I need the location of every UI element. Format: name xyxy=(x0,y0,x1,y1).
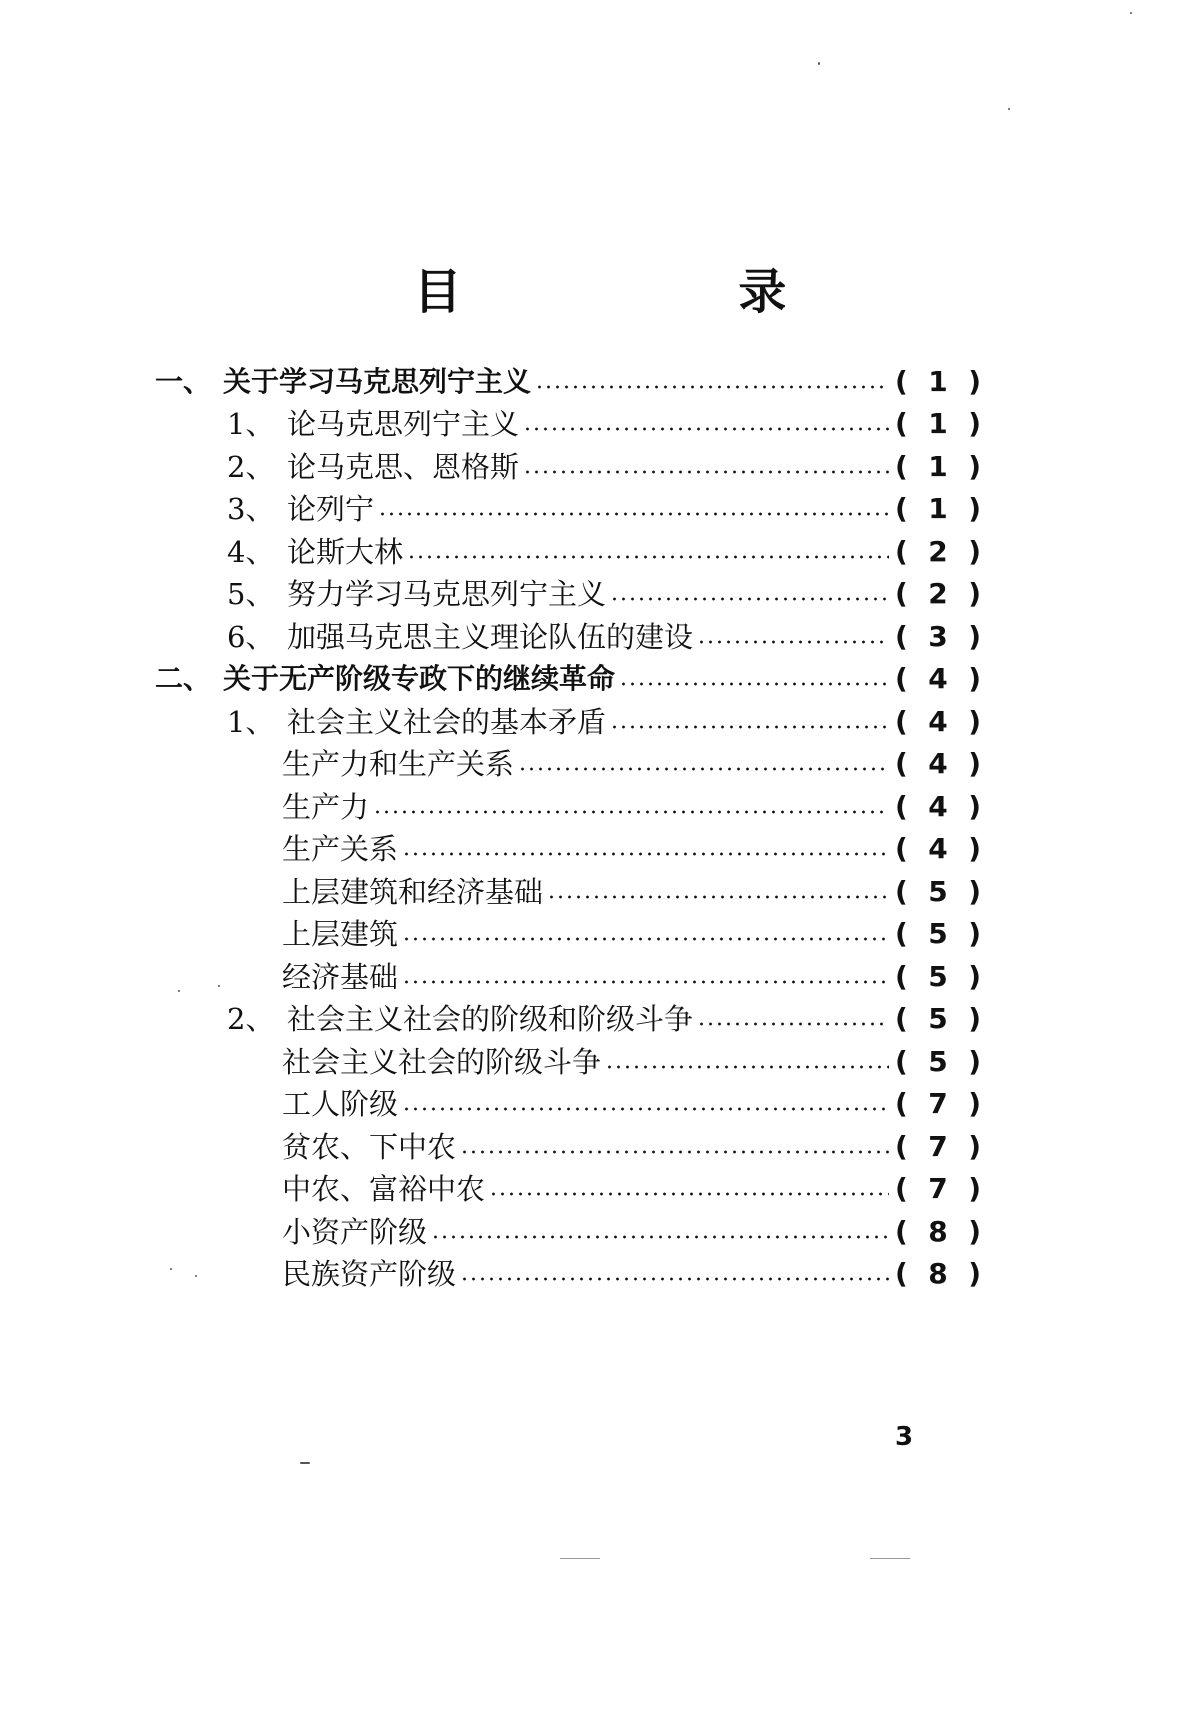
dot-leader xyxy=(402,980,889,984)
toc-entry[interactable] xyxy=(227,530,981,574)
toc-entry-page: 2 xyxy=(928,577,948,610)
dot-leader xyxy=(402,1107,889,1111)
page-title: 目 录 xyxy=(413,264,917,320)
toc-subentry[interactable] xyxy=(282,785,981,829)
toc-entry-page-ref: ( 8 ) xyxy=(895,1210,981,1254)
toc-entry-page: 8 xyxy=(928,1257,948,1290)
toc-entry-number: 6、 xyxy=(227,620,275,654)
toc-entry-page: 7 xyxy=(928,1087,948,1120)
toc-entry-label: 论列宁 xyxy=(287,492,375,526)
toc-entry-page-ref: ( 1 ) xyxy=(895,445,981,489)
toc-entry-page: 5 xyxy=(928,1002,948,1035)
toc-entry-label: 生产关系 xyxy=(282,832,399,866)
toc-entry[interactable] xyxy=(227,487,981,531)
toc-entry-label: 关于无产阶级专政下的继续革命 xyxy=(223,662,616,695)
toc-entry-number: 一、 xyxy=(155,365,212,398)
toc-entry-label: 论马克思列宁主义 xyxy=(287,407,520,441)
toc-entry-page-ref: ( 4 ) xyxy=(895,785,981,829)
scan-speck xyxy=(560,1558,600,1559)
toc-entry-label: 上层建筑和经济基础 xyxy=(282,875,544,909)
toc-entry-number: 5、 xyxy=(227,577,275,611)
toc-entry-label: 小资产阶级 xyxy=(282,1215,428,1249)
toc-subentry[interactable] xyxy=(282,827,981,871)
dot-leader xyxy=(373,810,889,814)
toc-entry-page: 7 xyxy=(928,1172,948,1205)
toc-entry-number: 3、 xyxy=(227,492,275,526)
toc-entry-label: 中农、富裕中农 xyxy=(282,1172,486,1206)
toc-entry-page-ref: ( 7 ) xyxy=(895,1082,981,1126)
toc-subentry[interactable] xyxy=(282,1252,981,1296)
toc-entry-page-ref: ( 7 ) xyxy=(895,1125,981,1169)
toc-entry-page: 5 xyxy=(928,875,948,908)
toc-entry-number: 4、 xyxy=(227,535,275,569)
toc-entry-label: 上层建筑 xyxy=(282,917,399,951)
toc-entry-label: 社会主义社会的阶级斗争 xyxy=(282,1045,602,1079)
dot-leader xyxy=(547,895,889,899)
scan-speck xyxy=(195,1275,197,1277)
toc-entry-label: 生产力 xyxy=(282,790,370,824)
toc-subentry[interactable] xyxy=(282,912,981,956)
toc-entry-page-ref: ( 5 ) xyxy=(895,870,981,914)
toc-entry-page-ref: ( 5 ) xyxy=(895,912,981,956)
scan-speck xyxy=(300,1462,310,1464)
toc-entry-page: 4 xyxy=(928,705,948,738)
toc-entry-page: 1 xyxy=(928,407,948,440)
dot-leader xyxy=(610,597,889,601)
toc-entry-page: 2 xyxy=(928,535,948,568)
toc-subentry[interactable] xyxy=(282,1040,981,1084)
toc-entry-page: 5 xyxy=(928,960,948,993)
toc-entry-page: 4 xyxy=(928,662,948,695)
toc-entry-label: 社会主义社会的阶级和阶级斗争 xyxy=(287,1002,694,1036)
toc-entry-page: 4 xyxy=(928,747,948,780)
toc-entry-label: 社会主义社会的基本矛盾 xyxy=(287,705,607,739)
toc-entry-number: 2、 xyxy=(227,1002,275,1036)
toc-entry[interactable] xyxy=(227,402,981,446)
toc-entry-page-ref: ( 4 ) xyxy=(895,657,981,701)
toc-entry-section-2[interactable] xyxy=(155,657,981,701)
scan-speck xyxy=(870,1558,910,1559)
toc-subentry[interactable] xyxy=(282,1167,981,1211)
dot-leader xyxy=(378,512,889,516)
toc-entry-page: 1 xyxy=(928,492,948,525)
dot-leader xyxy=(460,1150,889,1154)
scan-speck xyxy=(178,990,180,992)
page-number: 3 xyxy=(895,1422,914,1452)
dot-leader xyxy=(619,682,889,686)
toc-entry[interactable] xyxy=(227,572,981,616)
dot-leader xyxy=(489,1192,889,1196)
dot-leader xyxy=(535,385,889,389)
dot-leader xyxy=(518,767,889,771)
toc-entry-label: 论斯大林 xyxy=(287,535,404,569)
toc-entry-number: 2、 xyxy=(227,450,275,484)
toc-entry-number: 1、 xyxy=(227,705,275,739)
scan-speck xyxy=(218,985,220,987)
toc-entry-page: 1 xyxy=(928,450,948,483)
scan-speck xyxy=(170,1268,172,1270)
toc-entry-number: 1、 xyxy=(227,407,275,441)
scan-speck xyxy=(1130,12,1132,14)
toc-entry-page: 8 xyxy=(928,1215,948,1248)
dot-leader xyxy=(523,470,889,474)
toc-entry-label: 关于学习马克思列宁主义 xyxy=(223,365,532,398)
toc-entry-page-ref: ( 8 ) xyxy=(895,1252,981,1296)
toc-entry-page-ref: ( 1 ) xyxy=(895,487,981,531)
toc-entry-page-ref: ( 4 ) xyxy=(895,827,981,871)
dot-leader xyxy=(402,937,889,941)
toc-entry-page: 4 xyxy=(928,832,948,865)
toc-entry-label: 努力学习马克思列宁主义 xyxy=(287,577,607,611)
toc-entry-page-ref: ( 5 ) xyxy=(895,1040,981,1084)
toc-entry-page: 5 xyxy=(928,917,948,950)
toc-entry-page-ref: ( 2 ) xyxy=(895,530,981,574)
toc-subentry[interactable] xyxy=(282,1125,981,1169)
dot-leader xyxy=(697,1022,889,1026)
toc-subentry[interactable] xyxy=(282,1210,981,1254)
toc-entry-label: 论马克思、恩格斯 xyxy=(287,450,520,484)
toc-entry-page: 3 xyxy=(928,620,948,653)
toc-entry-page-ref: ( 3 ) xyxy=(895,615,981,659)
dot-leader xyxy=(610,725,889,729)
toc-entry[interactable] xyxy=(227,615,981,659)
toc-subentry[interactable] xyxy=(282,1082,981,1126)
toc-entry-label: 工人阶级 xyxy=(282,1087,399,1121)
toc-entry-label: 民族资产阶级 xyxy=(282,1257,457,1291)
toc-entry-page-ref: ( 7 ) xyxy=(895,1167,981,1211)
scan-speck xyxy=(818,62,820,65)
dot-leader xyxy=(431,1235,889,1239)
toc-entry-page: 4 xyxy=(928,790,948,823)
toc-subentry[interactable] xyxy=(282,742,981,786)
dot-leader xyxy=(697,640,889,644)
toc-entry-page-ref: ( 4 ) xyxy=(895,742,981,786)
toc-entry-label: 经济基础 xyxy=(282,960,399,994)
toc-entry-page-ref: ( 1 ) xyxy=(895,402,981,446)
toc-entry-section-1[interactable] xyxy=(155,360,981,404)
toc-entry-page-ref: ( 5 ) xyxy=(895,955,981,999)
dot-leader xyxy=(402,852,889,856)
toc-entry[interactable] xyxy=(227,445,981,489)
scan-speck xyxy=(1008,108,1010,110)
toc-subentry[interactable] xyxy=(282,870,981,914)
toc-entry-page: 5 xyxy=(928,1045,948,1078)
toc-entry-number: 二、 xyxy=(155,662,212,695)
toc-entry[interactable] xyxy=(227,997,981,1041)
toc-entry-page-ref: ( 1 ) xyxy=(895,360,981,404)
toc-entry-page-ref: ( 4 ) xyxy=(895,700,981,744)
dot-leader xyxy=(605,1065,889,1069)
toc-entry-label: 生产力和生产关系 xyxy=(282,747,515,781)
dot-leader xyxy=(460,1277,889,1281)
toc-entry-page: 1 xyxy=(928,365,948,398)
toc-entry-label: 贫农、下中农 xyxy=(282,1130,457,1164)
toc-entry[interactable] xyxy=(227,700,981,744)
dot-leader xyxy=(407,555,889,559)
toc-entry-page-ref: ( 2 ) xyxy=(895,572,981,616)
toc-subentry[interactable] xyxy=(282,955,981,999)
dot-leader xyxy=(523,427,889,431)
toc-entry-label: 加强马克思主义理论队伍的建设 xyxy=(287,620,694,654)
toc-entry-page-ref: ( 5 ) xyxy=(895,997,981,1041)
toc-entry-page: 7 xyxy=(928,1130,948,1163)
